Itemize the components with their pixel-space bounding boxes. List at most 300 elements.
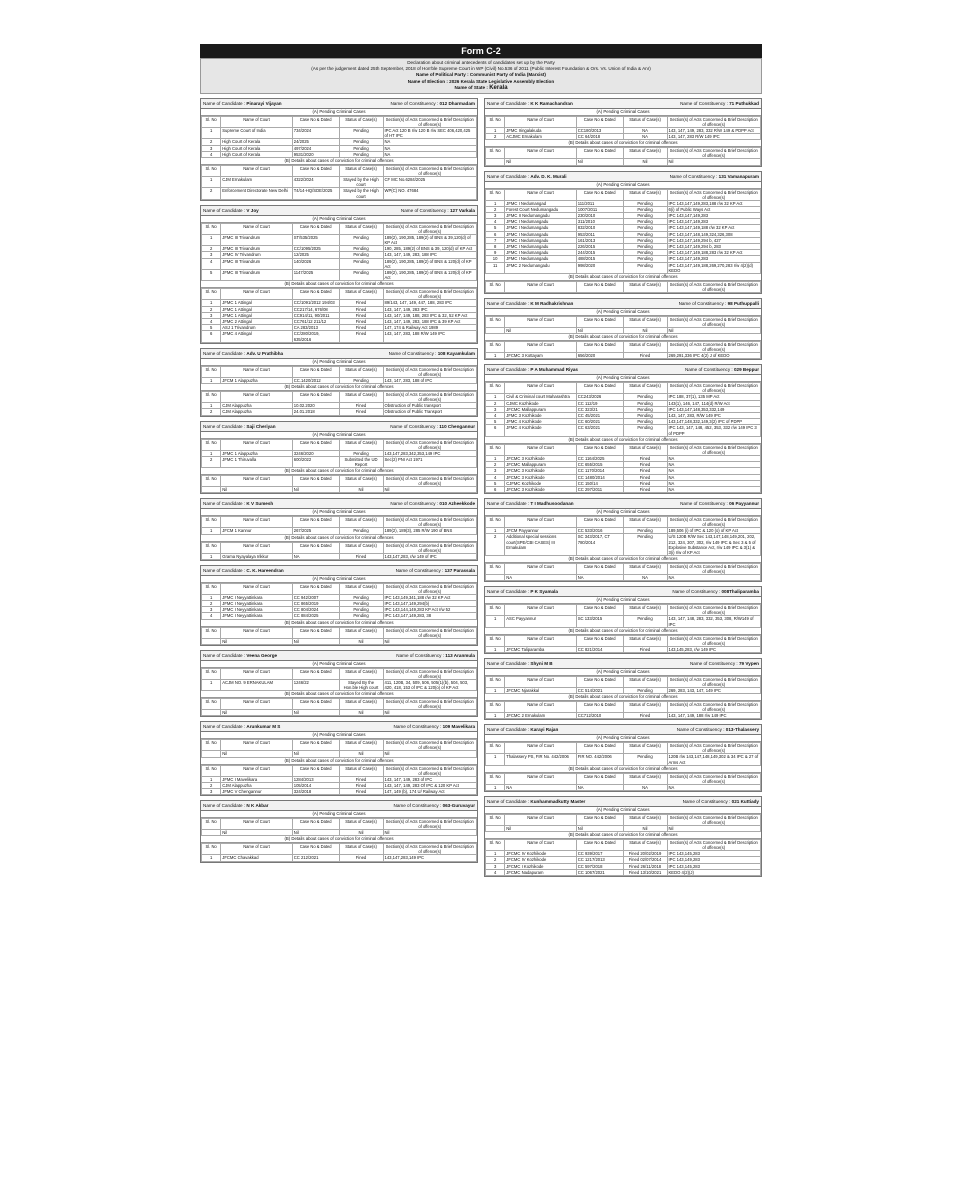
candidate-header bbox=[201, 349, 477, 359]
constituency-line bbox=[685, 365, 759, 374]
column-header: Name of Court bbox=[221, 517, 293, 528]
column-header: Case No & Dated bbox=[292, 668, 339, 679]
table-cell: JFMC I Nedumangadu bbox=[505, 231, 577, 237]
table-cell: NA bbox=[623, 128, 667, 134]
table-cell: JFCM 1 Alappuzha bbox=[221, 377, 293, 383]
candidate-block bbox=[200, 650, 478, 718]
column-header: Sl. No bbox=[486, 702, 505, 713]
case-table bbox=[485, 341, 761, 359]
case-table bbox=[485, 676, 761, 694]
table-cell: IPC 143,147,149,283 bbox=[667, 256, 761, 262]
table-cell: 656/2020 bbox=[576, 353, 623, 359]
case-table bbox=[485, 814, 761, 832]
constituency-name: 063-Guruvayur bbox=[442, 803, 475, 809]
table-cell: Pending bbox=[623, 406, 667, 412]
table-header-row bbox=[486, 840, 761, 851]
column-header: Status of Case(s) bbox=[623, 773, 667, 784]
constituency-label: Name of Constituency : bbox=[669, 173, 718, 179]
candidate-label: Name of Candidate : bbox=[487, 101, 530, 107]
table-cell: 1 bbox=[202, 403, 221, 409]
candidate-label: Name of Candidate : bbox=[203, 423, 246, 429]
table-row bbox=[202, 258, 477, 269]
column-header: Name of Court bbox=[221, 476, 293, 487]
table-cell: CC 514/2021 bbox=[576, 687, 623, 693]
case-table bbox=[485, 189, 761, 274]
table-cell: Fined bbox=[339, 776, 383, 782]
table-cell: JFMC V Chengannur bbox=[221, 788, 293, 794]
table-cell: Pending bbox=[339, 607, 383, 613]
table-cell bbox=[486, 825, 505, 831]
table-cell bbox=[202, 830, 221, 836]
candidate-label: Name of Candidate : bbox=[487, 501, 530, 507]
column-header: Status of Case(s) bbox=[623, 117, 667, 128]
conviction-title: (B) Details about cases of conviction for criminal offences bbox=[201, 468, 477, 475]
table-cell: CC 655/2015 bbox=[576, 462, 623, 468]
column-header: Name of Court bbox=[505, 189, 577, 200]
table-cell: JFCMC Mallappuram bbox=[505, 462, 577, 468]
candidate-name: Adv. D. K. Murali bbox=[530, 173, 567, 179]
case-table bbox=[485, 839, 761, 876]
table-cell: 1 bbox=[486, 851, 505, 857]
table-cell: 143, 147, 149, 283, 188 IPC bbox=[383, 252, 477, 258]
column-header: Case No & Dated bbox=[292, 765, 339, 776]
table-cell: ACJM NO. 9 ERNAKULAM bbox=[221, 679, 293, 690]
table-cell: 1246/22 bbox=[292, 679, 339, 690]
constituency-name: 137 Parassala bbox=[444, 567, 475, 573]
table-cell: 226/2015 bbox=[576, 244, 623, 250]
table-row bbox=[202, 188, 477, 199]
table-header-row bbox=[486, 383, 761, 394]
column-header: Case No & Dated bbox=[292, 819, 339, 830]
table-cell: 244/2015 bbox=[576, 250, 623, 256]
party-name: Name of Political Party : Communist Party of India (Marxist) bbox=[416, 72, 546, 78]
column-header: Status of Case(s) bbox=[339, 289, 383, 300]
candidate-header bbox=[201, 566, 477, 576]
column-header: Case No & Dated bbox=[292, 223, 339, 234]
table-cell: 1 bbox=[202, 776, 221, 782]
case-table bbox=[485, 281, 761, 293]
table-cell: 1 bbox=[486, 353, 505, 359]
column-header: Status of Case(s) bbox=[339, 668, 383, 679]
table-header-row bbox=[202, 844, 477, 855]
table-cell: 3 bbox=[486, 468, 505, 474]
candidate-name: T I Madhusoodanan bbox=[530, 501, 574, 507]
table-cell: 4 bbox=[486, 413, 505, 419]
constituency-label: Name of Constituency : bbox=[680, 101, 728, 107]
table-cell: CC 323/21 bbox=[576, 406, 623, 412]
conviction-title: (B) Details about cases of conviction for criminal offences bbox=[201, 535, 477, 542]
column-header: Sl. No bbox=[486, 148, 505, 159]
column-header: Section(s) of Acts Concerned & Brief Description of offence(s) bbox=[383, 476, 477, 487]
candidate-header bbox=[201, 722, 477, 732]
table-cell: 2 bbox=[486, 857, 505, 863]
candidate-block bbox=[484, 98, 762, 167]
column-header: Case No & Dated bbox=[292, 542, 339, 553]
table-cell: 6 bbox=[486, 486, 505, 492]
column-header: Sl. No bbox=[486, 342, 505, 353]
column-header: Status of Case(s) bbox=[623, 282, 667, 293]
table-header-row bbox=[486, 773, 761, 784]
form-title: Form C-2 bbox=[200, 44, 762, 58]
table-cell: Nil bbox=[576, 825, 623, 831]
table-cell: JFMC I Mavelikara bbox=[221, 776, 293, 782]
column-header: Sl. No bbox=[486, 317, 505, 328]
table-cell: CC/1091/2012 194/03 bbox=[292, 300, 339, 306]
table-cell: CC 63/2021 bbox=[576, 425, 623, 436]
table-cell: Pending bbox=[339, 377, 383, 383]
constituency-name: 013-Thalassery bbox=[725, 727, 759, 733]
table-cell bbox=[486, 575, 505, 581]
column-header: Sl. No bbox=[486, 517, 505, 528]
column-header: Status of Case(s) bbox=[623, 840, 667, 851]
table-cell: 143, 147, 283 R/W 149 IPC bbox=[667, 134, 761, 140]
table-header-row bbox=[486, 676, 761, 687]
table-cell: 3 bbox=[202, 312, 221, 318]
column-header: Section(s) of Acts Concerned & Brief Description of offence(s) bbox=[383, 542, 477, 553]
case-table bbox=[485, 147, 761, 165]
conviction-title: (B) Details about cases of conviction for criminal offences bbox=[201, 691, 477, 698]
table-cell: 1 bbox=[486, 455, 505, 461]
pending-cases-title: (A) Pending Criminal Cases bbox=[485, 309, 761, 316]
table-cell: Fined bbox=[339, 403, 383, 409]
column-header: Sl. No bbox=[202, 542, 221, 553]
column-header: Status of Case(s) bbox=[623, 814, 667, 825]
candidate-name: K K Ramachandran bbox=[530, 101, 573, 107]
constituency-line bbox=[401, 206, 475, 215]
table-cell: 2 bbox=[486, 462, 505, 468]
case-table bbox=[201, 288, 477, 342]
table-cell: 1 bbox=[202, 450, 221, 456]
table-header-row bbox=[486, 814, 761, 825]
table-cell: 4 bbox=[202, 151, 221, 157]
table-cell: Nil bbox=[339, 487, 383, 493]
table-cell: IPC 143,147,149,294(b) bbox=[383, 600, 477, 606]
table-cell: CC 804/2024 bbox=[292, 607, 339, 613]
table-cell: 4 bbox=[202, 613, 221, 619]
table-cell: JFMC I Nedumangadu bbox=[505, 225, 577, 231]
column-header: Case No & Dated bbox=[576, 189, 623, 200]
column-header: Section(s) of Acts Concerned & Brief Description of offence(s) bbox=[667, 605, 761, 616]
constituency-name: 012 Dharmadam bbox=[439, 101, 475, 107]
constituency-line bbox=[390, 499, 475, 508]
table-cell: Pending bbox=[339, 613, 383, 619]
column-header: Sl. No bbox=[202, 476, 221, 487]
table-cell: JFCMC Chavakkad bbox=[221, 855, 293, 861]
table-cell: NA bbox=[383, 151, 477, 157]
table-row bbox=[486, 353, 761, 359]
table-cell: 4322/2024 bbox=[292, 177, 339, 188]
table-header-row bbox=[486, 444, 761, 455]
column-header: Name of Court bbox=[505, 814, 577, 825]
table-cell: IPC 143,145,283 bbox=[667, 863, 761, 869]
column-header: Case No & Dated bbox=[292, 844, 339, 855]
table-cell: NA bbox=[667, 480, 761, 486]
candidate-name-line bbox=[203, 206, 259, 215]
candidate-header bbox=[485, 499, 761, 509]
column-header: Case No & Dated bbox=[576, 564, 623, 575]
column-header: Name of Court bbox=[505, 148, 577, 159]
table-cell: 311/2010 bbox=[576, 219, 623, 225]
table-cell: 1 bbox=[202, 594, 221, 600]
column-header: Section(s) of Acts Concerned & Brief Description of offence(s) bbox=[383, 699, 477, 710]
table-cell: Nil bbox=[505, 159, 577, 165]
table-cell: 6 bbox=[486, 231, 505, 237]
column-header: Status of Case(s) bbox=[623, 383, 667, 394]
table-row bbox=[486, 713, 761, 719]
column-header: Section(s) of Acts Concerned & Brief Description of offence(s) bbox=[383, 819, 477, 830]
table-cell: 143,147,283,342,353,149 IPC bbox=[383, 450, 477, 456]
column-header: Name of Court bbox=[221, 392, 293, 403]
column-header: Section(s) of Acts Concerned & Brief Description of offence(s) bbox=[383, 289, 477, 300]
table-cell: CJM Alappuzha bbox=[221, 782, 293, 788]
constituency-name: 113 Aranmula bbox=[445, 652, 475, 658]
table-cell: 5 bbox=[202, 325, 221, 331]
column-header: Name of Court bbox=[505, 702, 577, 713]
table-cell: Fined bbox=[339, 409, 383, 415]
table-cell: Pending bbox=[339, 151, 383, 157]
table-header-row bbox=[486, 702, 761, 713]
candidate-label: Name of Candidate : bbox=[203, 101, 246, 107]
table-cell: 4 bbox=[202, 319, 221, 325]
table-header-row bbox=[202, 392, 477, 403]
table-cell: Pending bbox=[623, 225, 667, 231]
table-cell: IPC 143,147,149,283,188 r/w 32 KP Act bbox=[667, 200, 761, 206]
table-cell: IPC 143,147,149,283, 38 bbox=[383, 613, 477, 619]
constituency-line bbox=[670, 172, 759, 181]
column-header: Section(s) of Acts Concerned & Brief Description of offence(s) bbox=[667, 342, 761, 353]
column-header: Name of Court bbox=[221, 740, 293, 751]
table-cell: 1 bbox=[202, 377, 221, 383]
table-row bbox=[202, 638, 477, 644]
table-row bbox=[486, 825, 761, 831]
table-row bbox=[202, 177, 477, 188]
candidate-label: Name of Candidate : bbox=[203, 652, 246, 658]
case-table bbox=[201, 818, 477, 836]
column-header: Case No & Dated bbox=[576, 383, 623, 394]
table-cell: Fined bbox=[623, 455, 667, 461]
table-cell: JFMC 4 Attingal bbox=[221, 331, 293, 342]
column-header: Section(s) of Acts Concerned & Brief Description of offence(s) bbox=[667, 564, 761, 575]
table-cell: Fined bbox=[339, 306, 383, 312]
conviction-title: (B) Details about cases of conviction for criminal offences bbox=[485, 140, 761, 147]
table-cell: JFMC 1 Thiruvalla bbox=[221, 456, 293, 467]
candidate-label: Name of Candidate : bbox=[203, 724, 246, 730]
table-cell: JFCMC Nadapuram bbox=[505, 869, 577, 875]
table-cell: JFMC III Trivandrum bbox=[221, 270, 293, 281]
constituency-label: Name of Constituency : bbox=[390, 101, 439, 107]
table-cell: 3 bbox=[202, 145, 221, 151]
table-cell: SC 133/2015 bbox=[576, 616, 623, 627]
table-row bbox=[202, 128, 477, 139]
table-header-row bbox=[202, 476, 477, 487]
table-cell: CC 60/2021 bbox=[576, 419, 623, 425]
table-cell bbox=[202, 487, 221, 493]
right-column bbox=[484, 98, 762, 881]
candidate-name-line bbox=[487, 365, 578, 374]
table-cell: 832/2010 bbox=[576, 225, 623, 231]
table-cell: High Court of Kerala bbox=[221, 151, 293, 157]
case-table bbox=[485, 773, 761, 791]
table-cell: Pending bbox=[623, 754, 667, 765]
case-table bbox=[201, 165, 477, 200]
table-cell: CC914/11, 90/2011 bbox=[292, 312, 339, 318]
case-table bbox=[485, 742, 761, 765]
table-cell: Submitted the UD Report bbox=[339, 456, 383, 467]
column-header: Sl. No bbox=[486, 635, 505, 646]
table-cell: NA bbox=[576, 575, 623, 581]
table-cell: JFCMC 3 Kozhikode bbox=[505, 474, 577, 480]
table-row bbox=[202, 270, 477, 281]
table-header-row bbox=[202, 627, 477, 638]
candidate-name-line bbox=[203, 566, 284, 575]
table-cell: Fined bbox=[623, 474, 667, 480]
table-cell: Nil bbox=[292, 830, 339, 836]
table-cell: 1 bbox=[202, 234, 221, 245]
column-header: Section(s) of Acts Concerned & Brief Description of offence(s) bbox=[383, 627, 477, 638]
candidate-block bbox=[200, 498, 478, 560]
table-cell: IPC 143,149,341,188 r/w 32 KP Act bbox=[383, 594, 477, 600]
candidate-name: Arunkumar M S bbox=[246, 724, 281, 730]
candidate-name-line bbox=[203, 722, 280, 731]
column-header: Sl. No bbox=[202, 223, 221, 234]
candidate-name: K M Radhakrishnan bbox=[530, 301, 574, 307]
column-header: Status of Case(s) bbox=[339, 476, 383, 487]
table-cell: Fined bbox=[623, 646, 667, 652]
column-header: Sl. No bbox=[486, 564, 505, 575]
table-cell: JFMC IV Trivandrum bbox=[221, 252, 293, 258]
column-header: Sl. No bbox=[486, 383, 505, 394]
table-header-row bbox=[486, 282, 761, 293]
column-header: Case No & Dated bbox=[292, 517, 339, 528]
column-header: Section(s) of Acts Concerned & Brief Description of offence(s) bbox=[383, 392, 477, 403]
table-cell: JFCMC IV Kozhikode bbox=[505, 857, 577, 863]
column-header: Section(s) of Acts Concerned & Brief Description of offence(s) bbox=[383, 117, 477, 128]
column-header: Status of Case(s) bbox=[623, 605, 667, 616]
constituency-name: 108 Kayamkulam bbox=[437, 350, 475, 356]
table-row bbox=[486, 754, 761, 765]
constituency-line bbox=[390, 99, 475, 108]
table-cell: 1 bbox=[486, 754, 505, 765]
table-cell: JFCMC 3 Kozhikode bbox=[505, 486, 577, 492]
table-cell: NA bbox=[667, 575, 761, 581]
conviction-title: (B) Details about cases of conviction for criminal offences bbox=[201, 158, 477, 165]
table-cell: CJM Alappuzha bbox=[221, 403, 293, 409]
constituency-label: Name of Constituency : bbox=[672, 589, 721, 595]
table-cell: 2 bbox=[202, 139, 221, 145]
candidate-name-line bbox=[203, 349, 283, 358]
table-header-row bbox=[202, 117, 477, 128]
table-cell: Pending bbox=[623, 528, 667, 534]
table-cell: CA 283/2013 bbox=[292, 325, 339, 331]
table-cell: JFMC I Neyyattinkara bbox=[221, 607, 293, 613]
table-cell: 143, 147, 149, 283 IPC bbox=[383, 306, 477, 312]
table-cell: JFMC III Trivandrum bbox=[221, 234, 293, 245]
table-cell: ACJMC Ernakulam bbox=[505, 134, 577, 140]
conviction-title: (B) Details about cases of conviction for criminal offences bbox=[201, 758, 477, 765]
column-header: Section(s) of Acts Concerned & Brief Description of offence(s) bbox=[667, 840, 761, 851]
candidate-block bbox=[484, 171, 762, 294]
table-cell: Pending bbox=[623, 219, 667, 225]
candidate-name-line bbox=[203, 422, 276, 431]
column-header: Name of Court bbox=[221, 819, 293, 830]
column-header: Section(s) of Acts Concerned & Brief Description of offence(s) bbox=[383, 765, 477, 776]
constituency-line bbox=[680, 499, 759, 508]
column-header: Case No & Dated bbox=[292, 439, 339, 450]
column-header: Name of Court bbox=[221, 583, 293, 594]
table-header-row bbox=[202, 542, 477, 553]
column-header: Name of Court bbox=[221, 117, 293, 128]
table-cell: JFCMC Taliparamba bbox=[505, 646, 577, 652]
table-cell: High Court of Kerala bbox=[221, 139, 293, 145]
column-header: Case No & Dated bbox=[576, 635, 623, 646]
column-header: Name of Court bbox=[221, 844, 293, 855]
table-cell: CC 884/2025 bbox=[292, 613, 339, 619]
table-cell: Fined 20/02/2019 bbox=[623, 851, 667, 857]
candidate-header bbox=[485, 587, 761, 597]
table-cell: 230/2010 bbox=[576, 213, 623, 219]
table-row bbox=[202, 456, 477, 467]
table-cell: Pending bbox=[623, 231, 667, 237]
table-cell: 497/2024 bbox=[292, 145, 339, 151]
table-cell: IPC 143,147,149,283 bbox=[667, 213, 761, 219]
election-name: Name of Election : 2026 Kerala State Legislative Assembly Election bbox=[407, 78, 555, 84]
table-cell: 6(i) of Public Ways Act bbox=[667, 206, 761, 212]
table-cell: JFCMC Njarakkal bbox=[505, 687, 577, 693]
candidate-name: Saji Cheriyan bbox=[246, 423, 276, 429]
table-cell: 143,147,148,332,149,3(2) IPC of PDPP bbox=[667, 419, 761, 425]
column-header: Section(s) of Acts Concerned & Brief Description of offence(s) bbox=[667, 743, 761, 754]
table-cell: Pending bbox=[339, 270, 383, 281]
case-table bbox=[201, 765, 477, 796]
table-cell: JFMC 4 Kozhikode bbox=[505, 425, 577, 436]
column-header: Name of Court bbox=[221, 223, 293, 234]
table-cell: 4 bbox=[486, 219, 505, 225]
table-cell: 2 bbox=[486, 534, 505, 556]
column-header: Name of Court bbox=[505, 605, 577, 616]
table-header-row bbox=[202, 668, 477, 679]
column-header: Name of Court bbox=[505, 383, 577, 394]
candidate-label: Name of Candidate : bbox=[487, 660, 530, 666]
pending-cases-title: (A) Pending Criminal Cases bbox=[201, 811, 477, 818]
table-cell: IPC 143,147,149,188,269,270,283 r/w 4(2)(d) KEDO bbox=[667, 262, 761, 273]
table-cell: JFMC I Nedumangadu bbox=[505, 219, 577, 225]
table-cell: IPC 143,147,149,294 b, 427 bbox=[667, 237, 761, 243]
table-cell: IPC Act 120 B r/w 120 B r/w SEC 406,420,425 of HT IPC bbox=[383, 128, 477, 139]
table-cell: CC712/2010 bbox=[576, 713, 623, 719]
candidate-name: Kunhammadkutty Master bbox=[530, 798, 586, 804]
candidate-name-line bbox=[487, 725, 558, 734]
candidate-name-line bbox=[487, 499, 574, 508]
table-cell: Nil bbox=[383, 830, 477, 836]
column-header: Sl. No bbox=[202, 765, 221, 776]
table-cell: 120B r/w 143,147,148,149,302 & 34 IPC & 27 of Arms Act bbox=[667, 754, 761, 765]
table-cell: 267/2025 bbox=[292, 528, 339, 534]
table-cell: Fined bbox=[339, 855, 383, 861]
column-header: Sl. No bbox=[202, 583, 221, 594]
column-header: Section(s) of Acts Concerned & Brief Description of offence(s) bbox=[667, 635, 761, 646]
table-header-row bbox=[202, 517, 477, 528]
table-cell: NA bbox=[505, 784, 577, 790]
table-header-row bbox=[202, 223, 477, 234]
column-header: Case No & Dated bbox=[576, 814, 623, 825]
table-cell: NA bbox=[667, 474, 761, 480]
table-header-row bbox=[486, 605, 761, 616]
table-cell: 1 bbox=[486, 128, 505, 134]
column-header: Status of Case(s) bbox=[339, 117, 383, 128]
table-cell: 189(2), 190,285, 189(2) of BNS & 39,120(d) of KP Act bbox=[383, 234, 477, 245]
table-cell: High Court of Kerala bbox=[221, 145, 293, 151]
candidate-block bbox=[200, 565, 478, 646]
